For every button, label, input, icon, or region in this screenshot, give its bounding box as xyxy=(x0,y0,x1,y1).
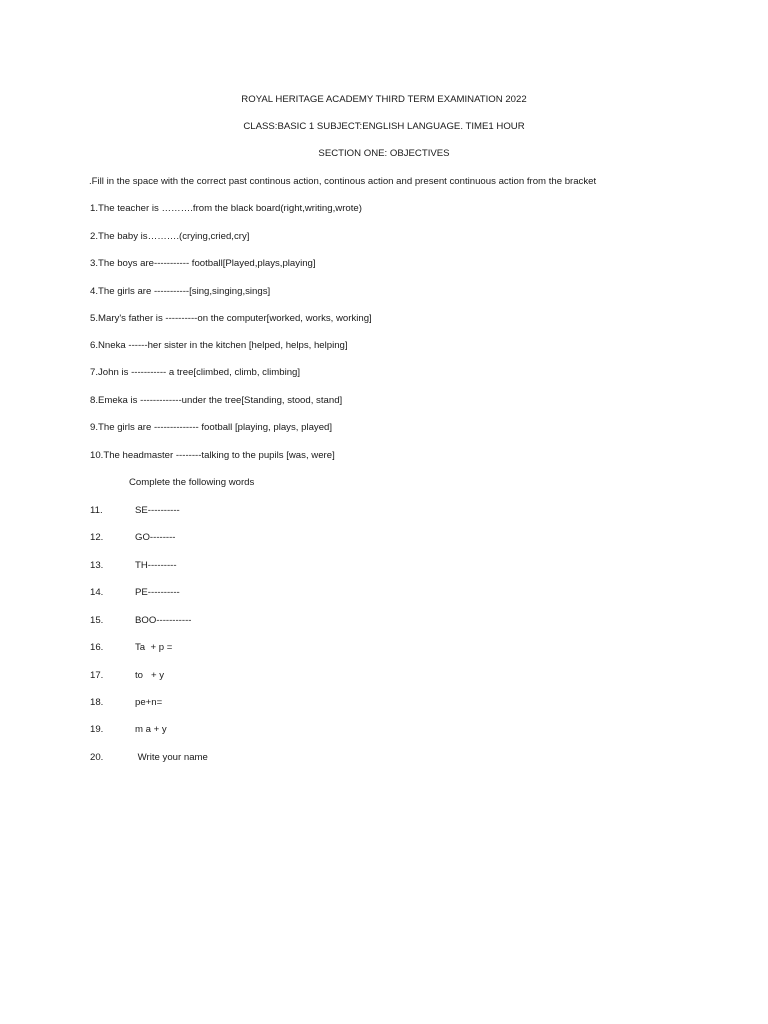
word-item xyxy=(90,587,180,598)
exam-title: ROYAL HERITAGE ACADEMY THIRD TERM EXAMINATION 2022 xyxy=(241,94,527,105)
item-text: PE---------- xyxy=(135,587,180,598)
item-text: GO-------- xyxy=(135,532,176,543)
item-number: 18. xyxy=(90,697,104,708)
word-item xyxy=(90,615,191,626)
word-item xyxy=(90,560,177,571)
question-8: 8.Emeka is -------------under the tree[Standing, stood, stand] xyxy=(90,395,343,406)
word-item xyxy=(90,505,180,516)
item-text: Ta + p = xyxy=(135,642,173,653)
item-number: 20. xyxy=(90,752,104,763)
question-10: 10.The headmaster --------talking to the pupils [was, were] xyxy=(90,450,335,461)
section-heading: SECTION ONE: OBJECTIVES xyxy=(318,148,450,159)
question-5: 5.Mary's father is ----------on the computer[worked, works, working] xyxy=(90,313,372,324)
question-6: 6.Nneka ------her sister in the kitchen [helped, helps, helping] xyxy=(90,340,348,351)
item-number: 15. xyxy=(90,615,104,626)
item-text: TH--------- xyxy=(135,560,177,571)
word-item xyxy=(90,697,162,708)
item-number: 14. xyxy=(90,587,104,598)
instruction-text: .Fill in the space with the correct past continous action, continous action and present continuous action from the bracket xyxy=(89,176,597,187)
item-number: 11. xyxy=(90,505,103,516)
item-text: m a + y xyxy=(135,724,167,735)
item-number: 16. xyxy=(90,642,104,653)
word-item xyxy=(90,752,208,763)
item-text: pe+n= xyxy=(135,697,163,708)
question-1: 1.The teacher is ……….from the black board(right,writing,wrote) xyxy=(90,203,362,214)
item-number: 19. xyxy=(90,724,104,735)
item-number: 13. xyxy=(90,560,104,571)
item-text: to + y xyxy=(135,670,165,681)
question-2: 2.The baby is……….(crying,cried,cry] xyxy=(90,231,250,242)
item-text: Write your name xyxy=(135,752,208,763)
question-3: 3.The boys are----------- football[Played,plays,playing] xyxy=(90,258,316,269)
item-text: SE---------- xyxy=(135,505,180,516)
section-two-heading: Complete the following words xyxy=(129,477,255,488)
item-number: 17. xyxy=(90,670,104,681)
word-item xyxy=(90,642,172,653)
class-subject-line: CLASS:BASIC 1 SUBJECT:ENGLISH LANGUAGE. TIME1 HOUR xyxy=(243,121,525,132)
item-text: BOO----------- xyxy=(135,615,192,626)
word-item xyxy=(90,724,167,735)
question-7: 7.John is ----------- a tree[climbed, climb, climbing] xyxy=(90,367,301,378)
question-4: 4.The girls are -----------[sing,singing,sings] xyxy=(90,286,271,297)
question-9: 9.The girls are -------------- football [playing, plays, played] xyxy=(90,422,333,433)
item-number: 12. xyxy=(90,532,104,543)
word-item xyxy=(90,532,175,543)
word-item xyxy=(90,670,164,681)
